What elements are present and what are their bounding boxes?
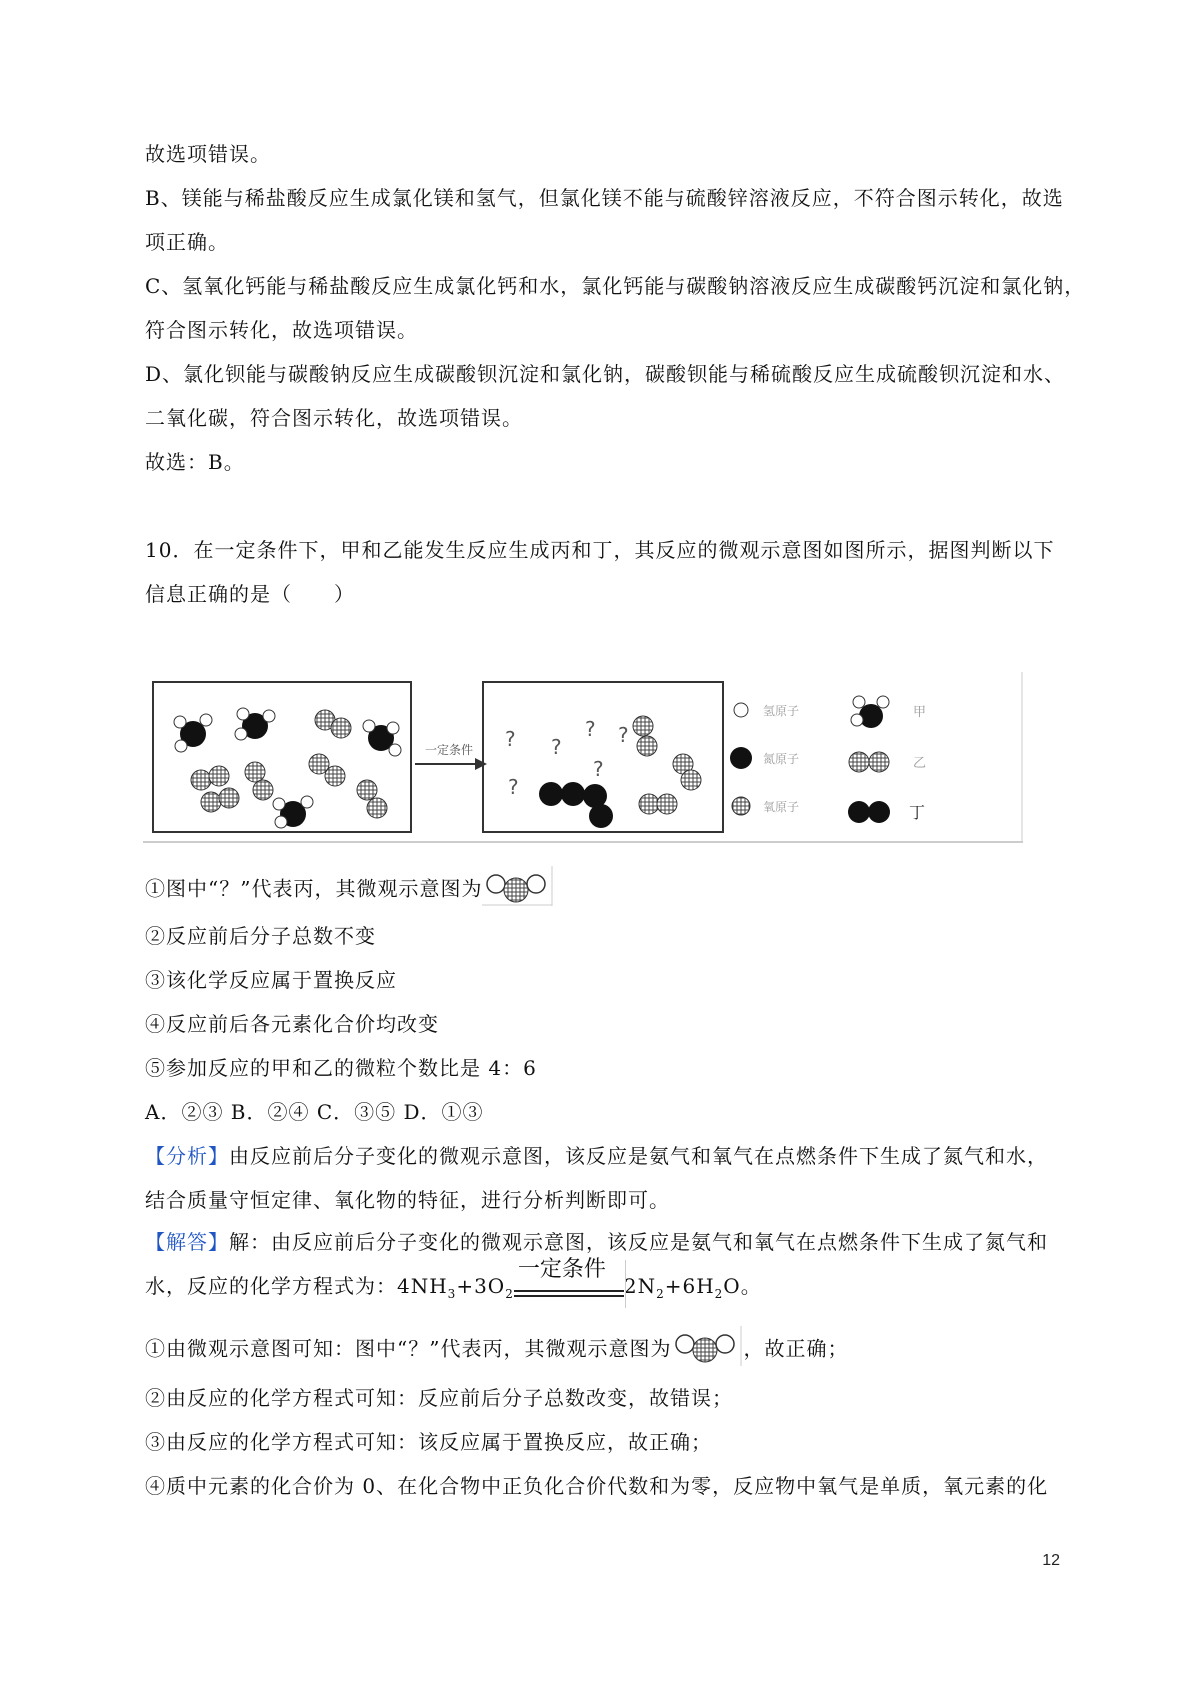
svg-text:?: ? bbox=[618, 723, 629, 747]
chemical-equation-line: 水，反应的化学方程式为：$4NH_3+3O_2$ 一定条件 $2N_2+6H_2O$。 bbox=[145, 1272, 1065, 1308]
oxygen-atom-icon bbox=[732, 797, 750, 815]
text-line: 故选项错误。 bbox=[145, 142, 271, 166]
question-stem: 10．在一定条件下，甲和乙能发生反应生成丙和丁，其反应的微观示意图如图所示，据图判断以下 bbox=[145, 538, 1055, 562]
question-stem: 信息正确的是（ ） bbox=[145, 582, 355, 606]
svg-text:乙: 乙 bbox=[913, 756, 927, 771]
analysis-tag: 【分析】 bbox=[145, 1144, 229, 1168]
option-1: ①图中“？”代表丙，其微观示意图为 bbox=[145, 870, 1065, 910]
text-line: 项正确。 bbox=[145, 230, 229, 254]
arrow-label: 一定条件 bbox=[424, 743, 474, 757]
water-molecule-icon bbox=[671, 1326, 743, 1366]
svg-text:?: ? bbox=[508, 775, 519, 799]
solution-3: ③由反应的化学方程式可知：该反应属于置换反应，故正确； bbox=[145, 1430, 712, 1454]
hydrogen-atom-icon bbox=[734, 703, 748, 717]
option-2: ②反应前后分子总数不变 bbox=[145, 924, 376, 948]
option-4: ④反应前后各元素化合价均改变 bbox=[145, 1012, 439, 1036]
page-number: 12 bbox=[1042, 1552, 1060, 1569]
text-line: C、氢氧化钙能与稀盐酸反应生成氯化钙和水，氯化钙能与碳酸钠溶液反应生成碳酸钙沉淀和氯化钠， bbox=[145, 274, 1086, 298]
svg-text:?: ? bbox=[551, 735, 562, 759]
svg-text:氧原子: 氧原子 bbox=[763, 800, 800, 814]
svg-text:甲: 甲 bbox=[913, 705, 927, 720]
option-3: ③该化学反应属于置换反应 bbox=[145, 968, 397, 992]
text-line: D、氯化钡能与碳酸钠反应生成碳酸钡沉淀和氯化钠，碳酸钡能与稀硫酸反应生成硫酸钡沉淀和水、 bbox=[145, 362, 1066, 386]
text-line: B、镁能与稀盐酸反应生成氯化镁和氢气，但氯化镁不能与硫酸锌溶液反应，不符合图示转化，故选 bbox=[145, 186, 1064, 210]
svg-text:丁: 丁 bbox=[909, 803, 926, 822]
solution-4: ④质中元素的化合价为 0、在化合物中正负化合价代数和为零，反应物中氧气是单质，氧元素的化 bbox=[145, 1474, 1049, 1498]
answer-line: 【解答】解：由反应前后分子变化的微观示意图，该反应是氨气和氧气在点燃条件下生成了氮气和 bbox=[145, 1230, 1048, 1254]
text-line: 符合图示转化，故选项错误。 bbox=[145, 318, 418, 342]
option-5: ⑤参加反应的甲和乙的微粒个数比是 4：6 bbox=[145, 1056, 537, 1080]
text-line: 故选：B。 bbox=[145, 450, 245, 474]
svg-text:氢原子: 氢原子 bbox=[763, 704, 800, 718]
analysis-line: 结合质量守恒定律、氧化物的特征，进行分析判断即可。 bbox=[145, 1188, 670, 1212]
reaction-diagram bbox=[143, 672, 1023, 844]
svg-text:氮原子: 氮原子 bbox=[763, 752, 800, 766]
text-line: 二氧化碳，符合图示转化，故选项错误。 bbox=[145, 406, 523, 430]
reaction-condition: 一定条件 bbox=[514, 1280, 624, 1308]
solution-2: ②由反应的化学方程式可知：反应前后分子总数改变，故错误； bbox=[145, 1386, 733, 1410]
svg-text:?: ? bbox=[585, 717, 596, 741]
answer-choices: A．②③ B．②④ C．③⑤ D．①③ bbox=[145, 1100, 484, 1124]
svg-text:?: ? bbox=[593, 757, 604, 781]
svg-text:?: ? bbox=[505, 727, 516, 751]
answer-tag: 【解答】 bbox=[145, 1230, 229, 1254]
water-molecule-icon bbox=[482, 866, 554, 906]
analysis-line: 【分析】由反应前后分子变化的微观示意图，该反应是氨气和氧气在点燃条件下生成了氮气和水， bbox=[145, 1144, 1048, 1168]
nitrogen-atom-icon bbox=[730, 747, 752, 769]
solution-1: ①由微观示意图可知：图中“？”代表丙，其微观示意图为 ，故正确； bbox=[145, 1330, 1065, 1370]
